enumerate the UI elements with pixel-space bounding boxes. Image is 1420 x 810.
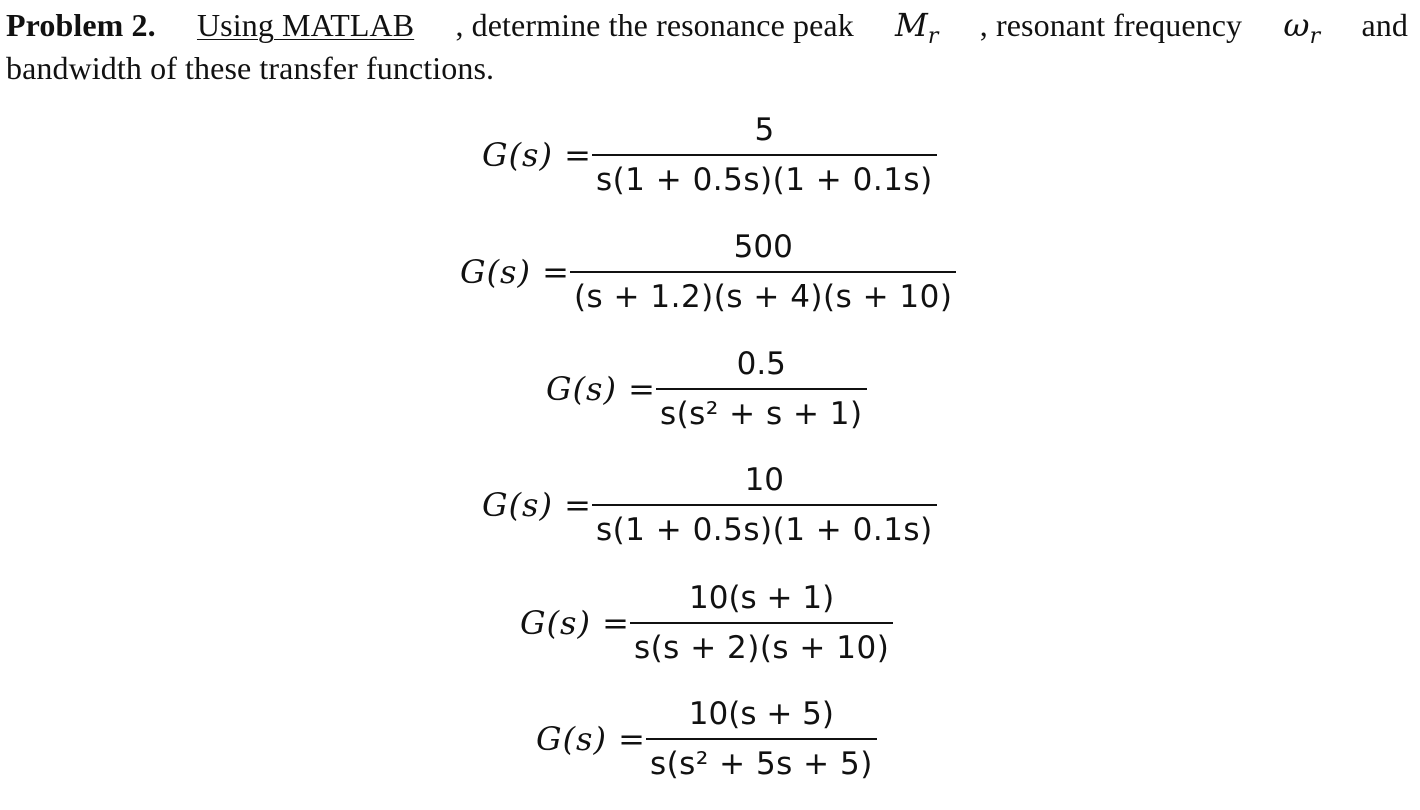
- transfer-function-5: [520, 578, 893, 668]
- equation-lhs: G(s) =: [546, 370, 656, 408]
- transfer-function-6: [536, 694, 877, 784]
- numerator: 500: [733, 229, 793, 265]
- numerator: 10(s + 5): [688, 696, 834, 732]
- problem-text-1: , determine the resonance peak: [455, 7, 854, 43]
- numerator: 0.5: [736, 346, 786, 382]
- matlab-phrase: Using MATLAB: [196, 7, 415, 43]
- equation-lhs: G(s) =: [520, 604, 630, 642]
- numerator: 10(s + 1): [689, 580, 835, 616]
- fraction-bar: [656, 388, 867, 390]
- fraction-bar: [570, 271, 957, 273]
- transfer-function-1: [482, 110, 937, 200]
- fraction: [592, 110, 937, 200]
- problem-text-2: , resonant frequency: [979, 7, 1243, 43]
- fraction-bar: [630, 622, 893, 624]
- denominator: s(s + 2)(s + 10): [633, 630, 890, 666]
- transfer-function-2: [460, 227, 956, 317]
- fraction: [630, 578, 893, 668]
- transfer-function-4: [482, 460, 937, 550]
- equation-lhs: G(s) =: [482, 136, 592, 174]
- fraction: [656, 344, 867, 434]
- transfer-function-3: [546, 344, 867, 434]
- resonance-peak-symbol: [895, 4, 939, 47]
- fraction: [570, 227, 957, 317]
- resonant-frequency-var: ω: [1283, 6, 1310, 44]
- fraction-bar: [592, 154, 937, 156]
- resonant-frequency-symbol: [1283, 4, 1320, 47]
- equation-lhs: G(s) =: [460, 253, 570, 291]
- problem-line-1: [6, 4, 1408, 47]
- problem-statement: [6, 4, 1408, 90]
- numerator: 5: [754, 112, 775, 148]
- denominator: s(1 + 0.5s)(1 + 0.1s): [595, 512, 933, 548]
- denominator: s(1 + 0.5s)(1 + 0.1s): [595, 162, 933, 198]
- denominator: s(s² + s + 1): [659, 396, 863, 432]
- problem-line-2: bandwidth of these transfer functions.: [6, 50, 495, 86]
- fraction-bar: [646, 738, 877, 740]
- resonant-frequency-sub: r: [1309, 24, 1321, 49]
- fraction: [592, 460, 937, 550]
- resonance-peak-var: M: [895, 6, 928, 44]
- fraction: [646, 694, 877, 784]
- denominator: s(s² + 5s + 5): [649, 746, 873, 782]
- numerator: 10: [744, 462, 785, 498]
- problem-text-3: and: [1361, 7, 1408, 43]
- denominator: (s + 1.2)(s + 4)(s + 10): [573, 279, 953, 315]
- equation-lhs: G(s) =: [536, 720, 646, 758]
- equation-lhs: G(s) =: [482, 486, 592, 524]
- fraction-bar: [592, 504, 937, 506]
- resonance-peak-sub: r: [927, 24, 939, 49]
- problem-label: Problem 2.: [6, 7, 156, 43]
